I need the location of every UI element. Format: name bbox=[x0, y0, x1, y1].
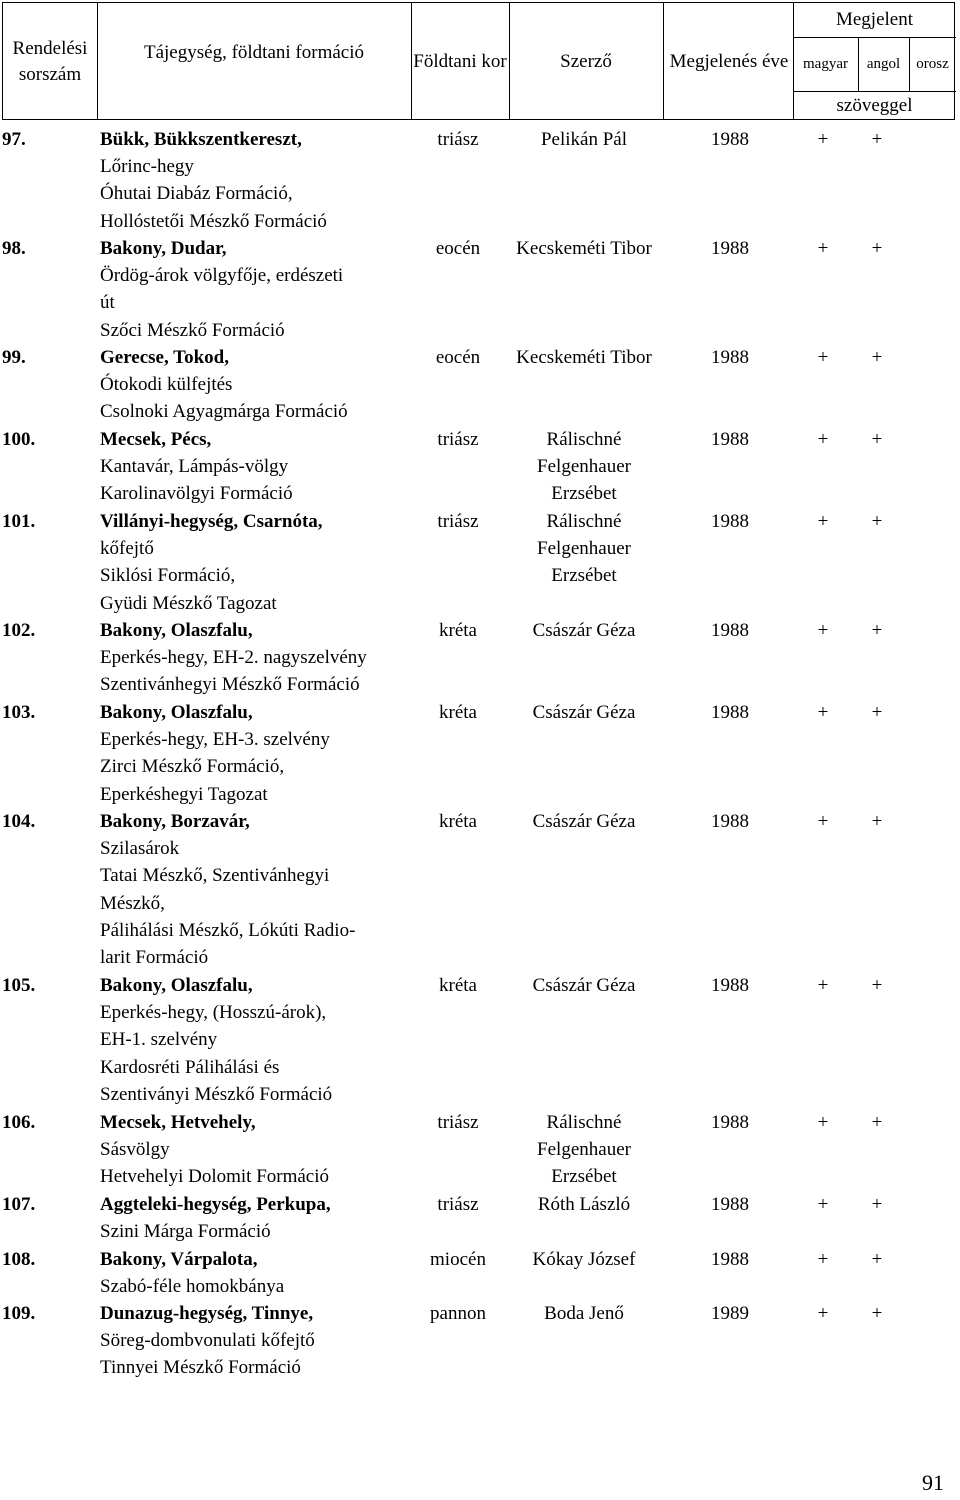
row-number: 103. bbox=[2, 702, 36, 723]
row-angol-mark: + bbox=[871, 238, 883, 259]
location-title: Aggteleki-hegység, Perkupa, bbox=[100, 1194, 331, 1215]
location-line: Szini Márga Formáció bbox=[100, 1221, 271, 1243]
location-title: Villányi-hegység, Csarnóta, bbox=[100, 511, 323, 532]
row-location bbox=[100, 699, 430, 808]
header-tajegyseg: Tájegység, földtani formáció bbox=[143, 42, 364, 63]
row-number: 109. bbox=[2, 1303, 36, 1324]
location-line: Kantavár, Lámpás-völgy bbox=[100, 456, 289, 478]
row-number: 100. bbox=[2, 429, 36, 450]
column-divider bbox=[663, 3, 664, 119]
row-author: Rálischné Felgenhauer Erzsébet bbox=[537, 1112, 631, 1188]
row-angol-mark: + bbox=[871, 511, 883, 532]
header-rendelesi-sorszam: Rendelési sorszám bbox=[12, 38, 88, 85]
row-geologic-age: pannon bbox=[430, 1303, 486, 1324]
row-magyar-mark: + bbox=[817, 1112, 829, 1133]
row-year: 1988 bbox=[711, 620, 749, 641]
row-geologic-age: eocén bbox=[435, 347, 481, 368]
row-location bbox=[100, 1300, 430, 1382]
row-year: 1988 bbox=[711, 347, 749, 368]
location-title: Gerecse, Tokod, bbox=[100, 347, 229, 368]
row-angol-mark: + bbox=[871, 129, 883, 150]
row-location bbox=[100, 344, 430, 426]
location-title: Bakony, Olaszfalu, bbox=[100, 702, 253, 723]
row-location bbox=[100, 617, 430, 699]
location-line: Eperkés-hegy, EH-2. nagyszelvény bbox=[100, 647, 367, 669]
row-magyar-mark: + bbox=[817, 1249, 829, 1270]
row-magyar-mark: + bbox=[817, 702, 829, 723]
row-year: 1988 bbox=[711, 1194, 749, 1215]
header-szerzo: Szerző bbox=[560, 51, 612, 72]
row-year: 1988 bbox=[711, 129, 749, 150]
row-angol-mark: + bbox=[871, 620, 883, 641]
row-location bbox=[100, 508, 430, 617]
location-line: Lőrinc-hegy bbox=[100, 156, 194, 178]
header-szoveggel: szöveggel bbox=[836, 95, 913, 116]
row-number: 104. bbox=[2, 811, 36, 832]
row-year: 1988 bbox=[711, 238, 749, 259]
row-location bbox=[100, 1109, 430, 1191]
row-author: Császár Géza bbox=[532, 975, 636, 996]
row-number: 105. bbox=[2, 975, 36, 996]
row-author: Császár Géza bbox=[532, 702, 636, 723]
row-magyar-mark: + bbox=[817, 975, 829, 996]
header-megjelenes-eve: Megjelenés éve bbox=[669, 51, 789, 72]
row-angol-mark: + bbox=[871, 1194, 883, 1215]
location-line: Tinnyei Mészkő Formáció bbox=[100, 1357, 301, 1379]
row-author: Kecskeméti Tibor bbox=[516, 238, 652, 259]
table-header bbox=[2, 2, 955, 120]
row-number: 108. bbox=[2, 1249, 36, 1270]
location-line: Szentivánhegyi Mészkő Formáció bbox=[100, 674, 360, 696]
location-line: Siklósi Formáció, bbox=[100, 565, 236, 587]
header-megjelent: Megjelent bbox=[835, 9, 914, 30]
row-geologic-age: triász bbox=[437, 429, 479, 450]
location-line: Karolinavölgyi Formáció bbox=[100, 483, 293, 505]
header-foldtani-kor: Földtani kor bbox=[413, 51, 507, 72]
row-number: 98. bbox=[2, 238, 26, 259]
row-magyar-mark: + bbox=[817, 238, 829, 259]
row-magyar-mark: + bbox=[817, 620, 829, 641]
location-line: Ördög-árok völgyfője, erdészeti bbox=[100, 265, 344, 287]
location-line: Mészkő, bbox=[100, 892, 165, 914]
row-geologic-age: kréta bbox=[439, 620, 477, 641]
row-author: Kecskeméti Tibor bbox=[516, 347, 652, 368]
row-year: 1988 bbox=[711, 429, 749, 450]
row-author: Róth László bbox=[537, 1194, 631, 1215]
location-line: Eperkéshegyi Tagozat bbox=[100, 783, 268, 805]
row-magyar-mark: + bbox=[817, 511, 829, 532]
location-line: Csolnoki Agyagmárga Formáció bbox=[100, 401, 348, 423]
row-angol-mark: + bbox=[871, 1303, 883, 1324]
row-author: Pelikán Pál bbox=[540, 129, 628, 150]
column-divider bbox=[411, 3, 412, 119]
row-location bbox=[100, 1246, 430, 1300]
row-angol-mark: + bbox=[871, 347, 883, 368]
header-angol: angol bbox=[866, 55, 901, 72]
location-line: Eperkés-hegy, (Hosszú-árok), bbox=[100, 1002, 327, 1024]
row-geologic-age: kréta bbox=[439, 975, 477, 996]
location-line: larit Formáció bbox=[100, 947, 209, 969]
location-title: Bakony, Várpalota, bbox=[100, 1249, 258, 1270]
row-magyar-mark: + bbox=[817, 811, 829, 832]
row-angol-mark: + bbox=[871, 1249, 883, 1270]
location-line: EH-1. szelvény bbox=[100, 1029, 218, 1051]
location-line: Óhutai Diabáz Formáció, bbox=[100, 183, 293, 205]
row-location bbox=[100, 1191, 430, 1245]
row-angol-mark: + bbox=[871, 1112, 883, 1133]
location-line: Söreg-dombvonulati kőfejtő bbox=[100, 1330, 315, 1352]
row-magyar-mark: + bbox=[817, 347, 829, 368]
row-geologic-age: miocén bbox=[430, 1249, 486, 1270]
row-number: 106. bbox=[2, 1112, 36, 1133]
row-magyar-mark: + bbox=[817, 1303, 829, 1324]
row-author: Rálischné Felgenhauer Erzsébet bbox=[537, 511, 631, 587]
row-location bbox=[100, 972, 430, 1108]
row-year: 1989 bbox=[711, 1303, 749, 1324]
header-orosz: orosz bbox=[916, 55, 949, 72]
row-location bbox=[100, 235, 430, 344]
row-magyar-mark: + bbox=[817, 1194, 829, 1215]
location-title: Bakony, Olaszfalu, bbox=[100, 975, 253, 996]
location-title: Mecsek, Hetvehely, bbox=[100, 1112, 256, 1133]
row-year: 1988 bbox=[711, 702, 749, 723]
location-line: út bbox=[100, 292, 115, 314]
location-line: Ótokodi külfejtés bbox=[100, 374, 233, 396]
row-angol-mark: + bbox=[871, 811, 883, 832]
row-geologic-age: kréta bbox=[439, 811, 477, 832]
row-angol-mark: + bbox=[871, 429, 883, 450]
row-geologic-age: triász bbox=[437, 129, 479, 150]
location-line: kőfejtő bbox=[100, 538, 154, 560]
location-line: Hetvehelyi Dolomit Formáció bbox=[100, 1166, 330, 1188]
row-year: 1988 bbox=[711, 1249, 749, 1270]
row-location bbox=[100, 426, 430, 508]
row-geologic-age: triász bbox=[437, 511, 479, 532]
row-year: 1988 bbox=[711, 811, 749, 832]
row-number: 102. bbox=[2, 620, 36, 641]
row-geologic-age: eocén bbox=[435, 238, 481, 259]
row-author: Rálischné Felgenhauer Erzsébet bbox=[537, 429, 631, 505]
location-line: Szentiványi Mészkő Formáció bbox=[100, 1083, 333, 1105]
location-line: Szabó-féle homokbánya bbox=[100, 1276, 285, 1298]
row-geologic-age: triász bbox=[437, 1112, 479, 1133]
row-author: Császár Géza bbox=[532, 811, 636, 832]
row-author: Kókay József bbox=[532, 1249, 636, 1270]
row-author: Császár Géza bbox=[532, 620, 636, 641]
page-number: 91 bbox=[922, 1470, 944, 1495]
row-year: 1988 bbox=[711, 1112, 749, 1133]
location-line: Szilasárok bbox=[100, 838, 180, 860]
location-line: Eperkés-hegy, EH-3. szelvény bbox=[100, 729, 330, 751]
row-number: 97. bbox=[2, 129, 26, 150]
location-line: Tatai Mészkő, Szentivánhegyi bbox=[100, 865, 330, 887]
header-magyar: magyar bbox=[803, 55, 848, 72]
location-line: Sásvölgy bbox=[100, 1139, 170, 1161]
row-location bbox=[100, 126, 430, 235]
row-angol-mark: + bbox=[871, 975, 883, 996]
location-title: Dunazug-hegység, Tinnye, bbox=[100, 1303, 314, 1324]
row-geologic-age: kréta bbox=[439, 702, 477, 723]
location-line: Szőci Mészkő Formáció bbox=[100, 319, 285, 341]
row-geologic-age: triász bbox=[437, 1194, 479, 1215]
row-location bbox=[100, 808, 430, 971]
location-line: Hollóstetői Mészkő Formáció bbox=[100, 210, 327, 232]
location-line: Pálihálási Mészkő, Lókúti Radio- bbox=[100, 919, 356, 941]
row-magyar-mark: + bbox=[817, 429, 829, 450]
location-line: Zirci Mészkő Formáció, bbox=[100, 756, 285, 778]
row-number: 107. bbox=[2, 1194, 36, 1215]
location-line: Gyüdi Mészkő Tagozat bbox=[100, 592, 277, 614]
location-line: Kardosréti Pálihálási és bbox=[100, 1056, 280, 1078]
row-author: Boda Jenő bbox=[544, 1303, 624, 1324]
location-title: Bakony, Dudar, bbox=[100, 238, 227, 259]
location-title: Bakony, Olaszfalu, bbox=[100, 620, 253, 641]
row-angol-mark: + bbox=[871, 702, 883, 723]
location-title: Bakony, Borzavár, bbox=[100, 811, 250, 832]
location-title: Mecsek, Pécs, bbox=[100, 429, 212, 450]
location-title: Bükk, Bükkszentkereszt, bbox=[100, 129, 302, 150]
row-year: 1988 bbox=[711, 975, 749, 996]
row-number: 101. bbox=[2, 511, 36, 532]
row-magyar-mark: + bbox=[817, 129, 829, 150]
row-number: 99. bbox=[2, 347, 26, 368]
row-year: 1988 bbox=[711, 511, 749, 532]
